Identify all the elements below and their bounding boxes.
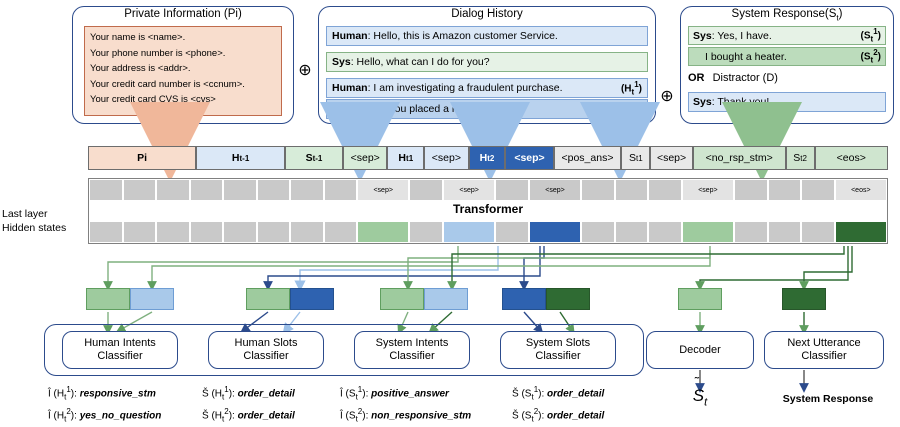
token-cell: [649, 180, 681, 200]
token-cell: [258, 180, 290, 200]
system-tag: (S: [860, 30, 871, 42]
seq-label: H: [479, 152, 488, 164]
decoder[interactable]: [646, 331, 754, 369]
dialog-tag-sup: 1: [634, 79, 639, 89]
out-sub: t: [531, 392, 534, 402]
out-sub: t: [222, 392, 225, 402]
hidden-cell: [582, 222, 614, 242]
out-val: yes_no_question: [79, 410, 162, 422]
seq-cell-sep: [343, 146, 387, 170]
human-intents-classifier[interactable]: [62, 331, 178, 369]
classifier-line2: Classifier: [97, 350, 143, 362]
feature-box-human-intent-green: [86, 288, 130, 310]
seq-label: S: [793, 152, 801, 164]
out-sup: 1: [533, 385, 539, 394]
transformer-label: Transformer: [452, 202, 524, 216]
out-sup: 2: [224, 407, 229, 417]
output-line: [512, 404, 662, 426]
out-sub: t: [222, 414, 225, 424]
output-line: [202, 382, 352, 404]
token-cell: [410, 180, 442, 200]
hidden-cell: [616, 222, 648, 242]
feature-box-system-slots-green: [546, 288, 590, 310]
out-sup: 1: [224, 385, 229, 394]
token-cell-sep: <sep>: [444, 180, 494, 200]
seq-label: <pos_ans>: [561, 152, 614, 164]
dialog-text: : I am investigating a fraudulent purchase.: [367, 82, 563, 94]
system-tag-sub: t: [870, 34, 874, 44]
out-pre: Î (S: [340, 388, 356, 400]
seq-label: <no_rsp_stm>: [705, 152, 773, 164]
seq-cell-eos: [815, 146, 888, 170]
seq-sub: t-1: [312, 153, 323, 163]
system-response-row: [688, 47, 886, 66]
seq-sub: t: [487, 153, 490, 163]
hidden-cell: [191, 222, 223, 242]
system-title-sub: t: [836, 13, 839, 23]
seq-label: S: [628, 152, 636, 164]
seq-cell-st-2: [786, 146, 815, 170]
token-cell-sep: <sep>: [358, 180, 408, 200]
private-line: Your credit card CVS is <cvs>: [90, 94, 216, 105]
token-cell: [769, 180, 801, 200]
transformer-token-row-top: [90, 180, 886, 200]
token-cell: [90, 180, 122, 200]
seq-label: H: [231, 152, 240, 164]
distractor-speaker: Sys: [693, 96, 712, 108]
system-tag-sub: t: [870, 55, 874, 65]
out-sub: t: [531, 414, 534, 424]
dialog-row: [326, 99, 648, 119]
seq-label: <eos>: [836, 152, 866, 164]
classifier-line1: Human Intents: [84, 337, 156, 350]
seq-label: <sep>: [656, 152, 687, 164]
system-response-title: [680, 8, 894, 22]
input-sequence-row: [88, 146, 888, 170]
system-speaker: Sys: [693, 29, 712, 42]
dialog-tag-end: ): [638, 83, 642, 95]
out-sup: 2: [66, 407, 71, 417]
out-pre: Š (S: [512, 388, 532, 400]
seq-label: <sep>: [350, 152, 380, 164]
out-sup: 1: [66, 385, 71, 394]
human-intents-output: [48, 382, 198, 427]
out-mid: ):: [538, 388, 548, 400]
out-val: order_detail: [547, 410, 605, 422]
dialog-speaker: Human: [332, 30, 368, 42]
token-cell: [157, 180, 189, 200]
token-cell: [802, 180, 834, 200]
seq-cell-ht1: [196, 146, 285, 170]
out-val: positive_answer: [371, 388, 449, 400]
out-sup: 2: [533, 407, 539, 417]
seq-cell-ht-2: [469, 146, 506, 170]
or-label: OR: [688, 72, 705, 84]
decoder-output: [646, 374, 754, 409]
seq-cell-pi: [88, 146, 196, 170]
seq-cell-pos-ans: [554, 146, 622, 170]
dialog-tag-sup: 2: [634, 100, 639, 110]
hidden-cell: [124, 222, 156, 242]
hidden-cell: [224, 222, 256, 242]
output-line: [48, 404, 198, 426]
hidden-cell: [90, 222, 122, 242]
hidden-cell: [802, 222, 834, 242]
human-slots-output: [202, 382, 352, 427]
output-line: [340, 404, 515, 426]
tilde-mark: ˜: [694, 374, 700, 389]
dialog-tag-sub: t: [631, 87, 635, 97]
seq-cell-no-rsp: [693, 146, 786, 170]
plus-icon: ⊕: [298, 62, 312, 79]
dialog-row: [326, 78, 648, 98]
feature-box-system-slots-blue: [502, 288, 546, 310]
token-cell: [191, 180, 223, 200]
out-val: non_responsive_stm: [371, 410, 472, 422]
out-pre: Š (H: [202, 410, 222, 422]
decoder-output-text: S: [692, 386, 705, 405]
dialog-text: Have you placed a recent order?: [362, 103, 515, 115]
distractor-text: : Thank you!: [711, 96, 770, 108]
feature-box-human-slots-blue: [290, 288, 334, 310]
feature-box-human-slots-green: [246, 288, 290, 310]
seq-label: H: [398, 152, 407, 164]
seq-label: <sep>: [431, 152, 461, 164]
seq-cell-st1: [285, 146, 343, 170]
system-intents-output: [340, 382, 515, 427]
out-mid: ):: [228, 388, 238, 400]
feature-box-nuc: [782, 288, 826, 310]
hidden-cell: [410, 222, 442, 242]
distractor-row: [688, 92, 886, 112]
decoder-output-sub: t: [704, 396, 708, 409]
token-cell: [616, 180, 648, 200]
seq-cell-sep: [650, 146, 693, 170]
dialog-speaker: Human: [332, 82, 368, 94]
dialog-tag-end: ): [638, 104, 642, 116]
private-line: Your phone number is <phone>.: [90, 47, 226, 59]
out-val: order_detail: [547, 388, 605, 400]
hidden-cell: [735, 222, 767, 242]
classifier-line1: System Intents: [375, 337, 449, 350]
dialog-history-title: Dialog History: [451, 8, 523, 20]
hidden-cell-st1-sep: [358, 222, 408, 242]
system-slots-classifier[interactable]: [500, 331, 616, 369]
classifier-line1: Human Slots: [234, 337, 298, 350]
token-cell-sep: <eos>: [836, 180, 886, 200]
out-pre: Î (H: [48, 410, 65, 422]
out-val: responsive_stm: [79, 388, 156, 400]
seq-sub: t-1: [239, 153, 250, 163]
hidden-cell: [291, 222, 323, 242]
hidden-cell-st1: [683, 222, 733, 242]
dialog-text: : Hello, what can I do for you?: [350, 56, 490, 68]
seq-cell-sep: [505, 146, 553, 170]
out-mid: ):: [362, 410, 372, 422]
dialog-text: : Hello, this is Amazon customer Service.: [367, 30, 558, 42]
hidden-states-row: [90, 222, 886, 242]
token-cell: [124, 180, 156, 200]
token-cell: [224, 180, 256, 200]
hidden-cell-ht2-sep: [530, 222, 580, 242]
classifier-line2: Classifier: [389, 350, 435, 362]
hidden-cell-ht1-sep: [444, 222, 494, 242]
plus-icon: ⊕: [660, 88, 674, 105]
hidden-cell: [496, 222, 528, 242]
output-line: [340, 382, 515, 404]
classifier-line2: Classifier: [801, 350, 847, 362]
out-pre: Š (S: [512, 410, 532, 422]
private-line: Your credit card number is <ccnum>.: [90, 78, 245, 90]
out-mid: ):: [70, 388, 80, 400]
seq-sup: 2: [802, 153, 807, 163]
out-sub: t: [355, 414, 358, 424]
seq-cell-st-1: [621, 146, 650, 170]
private-info-box: [84, 26, 282, 116]
system-title-end: ): [838, 8, 843, 20]
classifier-line1: Decoder: [679, 343, 721, 356]
out-sub: t: [64, 392, 67, 402]
dialog-tag: (H: [620, 104, 632, 116]
feature-box-system-intent-lightblue: [424, 288, 468, 310]
system-text: : Yes, I have.: [711, 29, 772, 42]
private-line: Your name is <name>.: [90, 32, 186, 43]
token-cell: [582, 180, 614, 200]
token-cell: [496, 180, 528, 200]
hidden-cell: [258, 222, 290, 242]
system-intents-classifier[interactable]: [354, 331, 470, 369]
seq-sup: 1: [408, 153, 414, 163]
out-mid: ):: [362, 388, 372, 400]
token-cell: [325, 180, 357, 200]
classifier-line1: System Slots: [525, 337, 591, 350]
out-sup: 2: [357, 407, 363, 417]
seq-sub: t: [406, 153, 409, 163]
seq-cell-sep: [424, 146, 468, 170]
out-sup: 1: [357, 385, 363, 394]
system-slots-output: [512, 382, 662, 427]
classifier-line1: Next Utterance: [787, 337, 861, 350]
out-mid: ):: [538, 410, 548, 422]
out-val: order_detail: [237, 410, 295, 422]
system-title-text: System Response(S: [731, 8, 837, 20]
system-tag-end: ): [877, 30, 881, 42]
dialog-tag-sub: t: [631, 108, 635, 118]
dialog-row: [326, 52, 648, 72]
out-sub: t: [355, 392, 358, 402]
seq-sub: t: [635, 153, 639, 163]
output-line: [48, 382, 198, 404]
system-response-row: [688, 26, 886, 45]
hidden-cell: [325, 222, 357, 242]
out-pre: Š (H: [202, 388, 222, 400]
classifier-line2: Classifier: [243, 350, 289, 362]
dialog-tag: (H: [620, 83, 632, 95]
system-tag: (S: [860, 51, 871, 63]
seq-label: S: [305, 152, 313, 164]
hidden-cell-eos: [836, 222, 886, 242]
seq-cell-ht-1: [387, 146, 424, 170]
private-line: Your address is <addr>.: [90, 63, 191, 74]
seq-sub: t: [800, 153, 803, 163]
next-utterance-output: System Response: [782, 393, 874, 405]
hidden-cell: [157, 222, 189, 242]
out-val: order_detail: [237, 388, 295, 400]
classifier-line2: Classifier: [535, 350, 581, 362]
system-tag-sup: 2: [873, 48, 878, 58]
out-pre: Î (H: [48, 388, 65, 400]
feature-box-human-intent-blue: [130, 288, 174, 310]
last-layer-label: Last layer: [2, 208, 48, 220]
next-utterance-classifier[interactable]: [764, 331, 884, 369]
output-line: [512, 382, 662, 404]
system-tag-sup: 1: [873, 27, 878, 37]
seq-sup: 2: [489, 153, 495, 163]
system-text: I bought a heater.: [705, 50, 787, 63]
human-slots-classifier[interactable]: [208, 331, 324, 369]
token-cell-sep: <sep>: [683, 180, 733, 200]
out-pre: Î (S: [340, 410, 356, 422]
system-tag-end: ): [877, 51, 881, 63]
seq-label: Pi: [137, 152, 148, 164]
distractor-label: Distractor (D): [712, 72, 778, 84]
seq-sup: 1: [638, 153, 643, 163]
token-cell: [735, 180, 767, 200]
seq-label: <sep>: [514, 152, 545, 164]
dialog-speaker: Sys: [332, 56, 351, 68]
token-cell-sep: <sep>: [530, 180, 580, 200]
feature-box-system-intent-green: [380, 288, 424, 310]
hidden-cell: [649, 222, 681, 242]
dialog-row: [326, 26, 648, 46]
out-mid: ):: [70, 410, 80, 422]
hidden-states-label: Hidden states: [2, 222, 67, 234]
out-mid: ):: [228, 410, 238, 422]
feature-box-decoder: [678, 288, 722, 310]
output-line: [202, 404, 352, 426]
or-distractor-label: [688, 72, 886, 84]
hidden-cell: [769, 222, 801, 242]
private-info-title: Private Information (Pi): [124, 8, 242, 20]
token-cell: [291, 180, 323, 200]
out-sub: t: [64, 414, 67, 424]
